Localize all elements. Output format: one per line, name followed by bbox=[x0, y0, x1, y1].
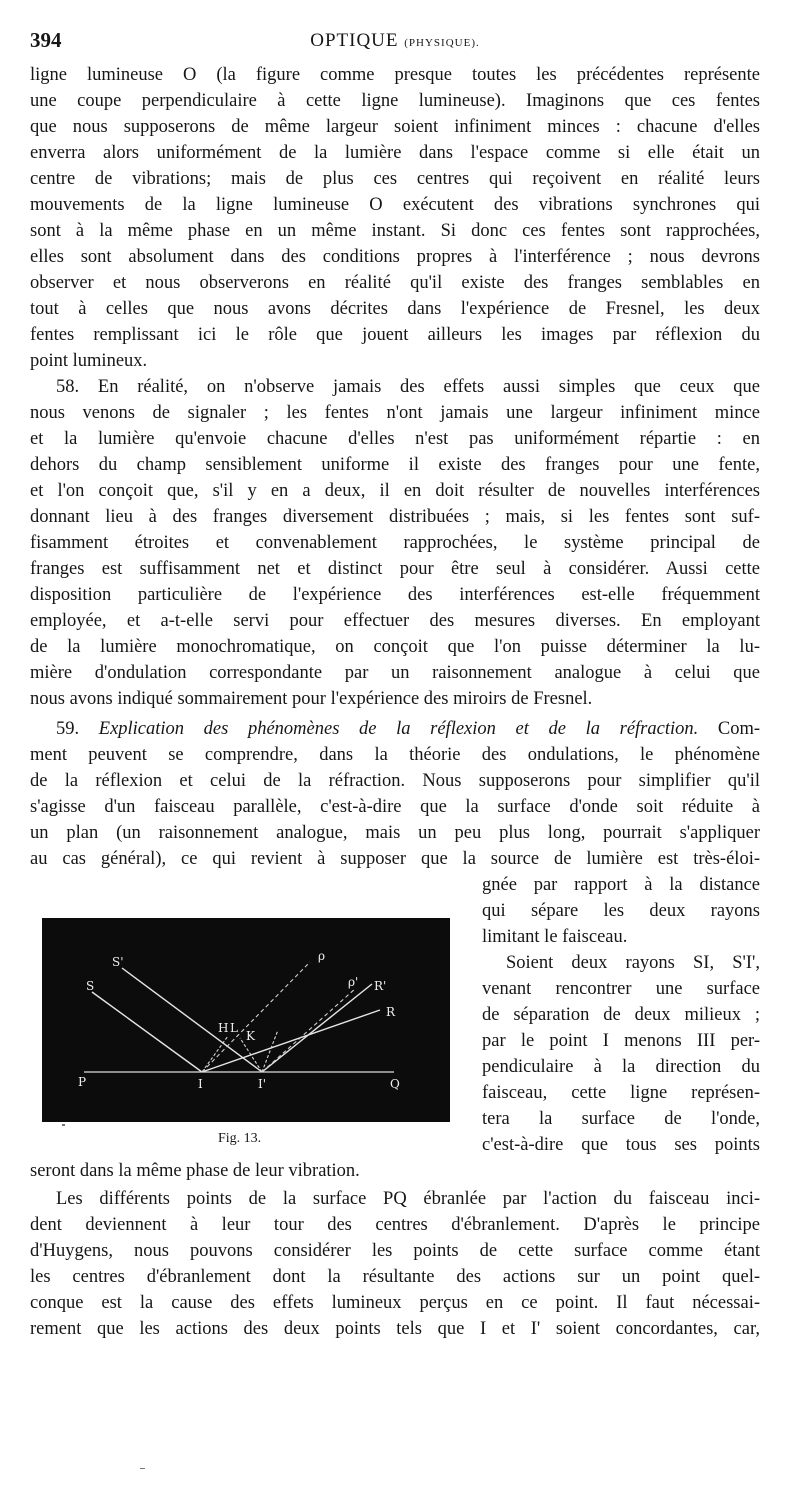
label-h: H bbox=[218, 1021, 229, 1035]
text-line: s'agisse d'un faisceau parallèle, c'est-à-dire que la surface d'onde soit réduite à bbox=[30, 797, 760, 817]
running-title-sub: (PHYSIQUE). bbox=[404, 37, 480, 49]
text-line: observer et nous observerons en réalité qu'il existe des franges semblables en bbox=[30, 273, 760, 293]
text-line: limitant le faisceau. bbox=[482, 927, 628, 947]
text-line: et l'on conçoit que, s'il y en a deux, il en doit résulter de nouvelles interférences bbox=[30, 481, 760, 501]
print-speck bbox=[140, 1468, 145, 1469]
incident-ray-si bbox=[92, 992, 202, 1072]
text-line: employée, et a-t-elle servi pour effectuer des mesures diverses. En employant bbox=[30, 611, 760, 631]
section-number: 59. bbox=[56, 719, 80, 739]
label-r-prime: R' bbox=[374, 979, 387, 993]
text-line: tera la surface de l'onde, bbox=[482, 1109, 760, 1129]
label-i: I bbox=[198, 1077, 203, 1091]
text-line: Les différents points de la surface PQ ébranlée par l'action du faisceau inci- bbox=[56, 1189, 760, 1209]
wavefront-ih bbox=[202, 1036, 228, 1072]
text-line: franges est suffisamment net et distinct pour être seul à considérer. Aussi cette bbox=[30, 559, 760, 579]
text-line: d'Huygens, nous pouvons considérer les points de cette surface comme étant bbox=[30, 1241, 760, 1261]
text-line: dehors du champ sensiblement uniforme il existe des franges pour une fente, bbox=[30, 455, 760, 475]
section-title: Explication des phénomènes de la réflexion et de la réfraction. bbox=[98, 719, 699, 739]
running-title bbox=[30, 30, 760, 52]
text-line: rement que les actions des deux points tels que I et I' soient concordantes, car, bbox=[30, 1319, 760, 1339]
text-line: fisamment étroites et convenablement rapprochées, le système principal de bbox=[30, 533, 760, 553]
text-line: et la lumière qu'envoie chacune d'elles n'est pas uniformément répartie : en bbox=[30, 429, 760, 449]
page-number: 394 bbox=[30, 28, 62, 52]
text-line: disposition particulière de l'expérience des interférences est-elle fréquemment bbox=[30, 585, 760, 605]
text-line: un plan (un raisonnement analogue, mais un peu plus long, pourrait s'appliquer bbox=[30, 823, 760, 843]
text-line: c'est-à-dire que tous ses points bbox=[482, 1135, 760, 1155]
text-line: gnée par rapport à la distance bbox=[482, 875, 760, 895]
text-line: 58. En réalité, on n'observe jamais des effets aussi simples que ceux que bbox=[56, 377, 760, 397]
text-line: de la lumière monochromatique, on conçoit que l'on puisse déterminer la lu- bbox=[30, 637, 760, 657]
reflected-ray-r-prime bbox=[262, 984, 372, 1072]
text-line: mouvements de la ligne lumineuse O exécutent des vibrations synchrones qui bbox=[30, 195, 760, 215]
text-line: de séparation de deux milieux ; bbox=[482, 1005, 760, 1025]
section-title-continuation: Com- bbox=[717, 719, 760, 739]
text-line: mière d'ondulation correspondante par un raisonnement analogue à celui que bbox=[30, 663, 760, 683]
label-rho: ρ bbox=[318, 949, 326, 963]
label-rho-prime: ρ' bbox=[348, 975, 359, 989]
text-line: dent deviennent à leur tour des centres d'ébranlement. D'après le principe bbox=[30, 1215, 760, 1235]
text-line: enverra alors uniformément de la lumière dans l'espace comme si elle était un bbox=[30, 143, 760, 163]
incident-ray-s-prime-i-prime bbox=[122, 968, 262, 1072]
label-r: R bbox=[386, 1005, 396, 1019]
text-line: nous venons de signaler ; les fentes n'ont jamais une largeur infiniment mince bbox=[30, 403, 760, 423]
text-line: que nous supposerons de même largeur soient infiniment minces : chacune d'elles bbox=[30, 117, 760, 137]
text-line: seront dans la même phase de leur vibration. bbox=[30, 1161, 360, 1181]
figure-caption: Fig. 13. bbox=[218, 1131, 262, 1146]
label-l: L bbox=[230, 1021, 238, 1035]
label-i-prime: I' bbox=[258, 1077, 267, 1091]
refracted-ray-rho-prime bbox=[262, 988, 356, 1072]
running-title-main: OPTIQUE bbox=[310, 30, 399, 51]
text-line: venant rencontrer une surface bbox=[482, 979, 760, 999]
text-line: au cas général), ce qui revient à supposer que la source de lumière est très-éloi- bbox=[30, 849, 760, 869]
text-line: conque est la cause des effets lumineux perçus en ce point. Il faut nécessai- bbox=[30, 1293, 760, 1313]
text-line: sont à la même phase en un même instant. Si donc ces fentes sont rapprochées, bbox=[30, 221, 760, 241]
reflection-figure bbox=[42, 918, 450, 1122]
text-line: centre de vibrations; mais de plus ces centres qui reçoivent en réalité leurs bbox=[30, 169, 760, 189]
text-line: fentes remplissant ici le rôle que jouent ailleurs les images par réflexion du bbox=[30, 325, 760, 345]
text-line: une coupe perpendiculaire à cette ligne lumineuse). Imaginons que ces fentes bbox=[30, 91, 760, 111]
text-line: qui sépare les deux rayons bbox=[482, 901, 760, 921]
reflection-diagram bbox=[42, 918, 450, 1122]
text-line: de la réflexion et celui de la réfraction. Nous supposerons pour simplifier qu'il bbox=[30, 771, 760, 791]
text-line: ment peuvent se comprendre, dans la théorie des ondulations, le phénomène bbox=[30, 745, 760, 765]
text-line: par le point I menons III per- bbox=[482, 1031, 760, 1051]
text-line: faisceau, cette ligne représen- bbox=[482, 1083, 760, 1103]
text-line: donnant lieu à des franges diversement distribuées ; mais, si les fentes sont suf- bbox=[30, 507, 760, 527]
label-s: S bbox=[86, 979, 95, 993]
print-speck bbox=[62, 1124, 65, 1126]
text-line: ligne lumineuse O (la figure comme presque toutes les précédentes représente bbox=[30, 65, 760, 85]
text-line: nous avons indiqué sommairement pour l'expérience des miroirs de Fresnel. bbox=[30, 689, 593, 709]
label-s-prime: S' bbox=[112, 955, 124, 969]
label-q: Q bbox=[390, 1077, 400, 1091]
text-line: point lumineux. bbox=[30, 351, 148, 371]
text-line: tout à celles que nous avons décrites dans l'expérience de Fresnel, les deux bbox=[30, 299, 760, 319]
section-heading-line bbox=[56, 716, 760, 742]
refracted-ray-rho bbox=[202, 962, 310, 1072]
text-line: pendiculaire à la direction du bbox=[482, 1057, 760, 1077]
text-line: les centres d'ébranlement dont la résultante des actions sur un point quel- bbox=[30, 1267, 760, 1287]
label-p: P bbox=[78, 1075, 87, 1089]
text-line: elles sont absolument dans des conditions propres à l'interférence ; nous devrons bbox=[30, 247, 760, 267]
label-k: K bbox=[246, 1029, 255, 1043]
construction-line-k bbox=[240, 1038, 262, 1072]
reflected-ray-r bbox=[202, 1010, 380, 1072]
page-header bbox=[30, 28, 760, 58]
text-line: Soient deux rayons SI, S'I', bbox=[506, 953, 760, 973]
